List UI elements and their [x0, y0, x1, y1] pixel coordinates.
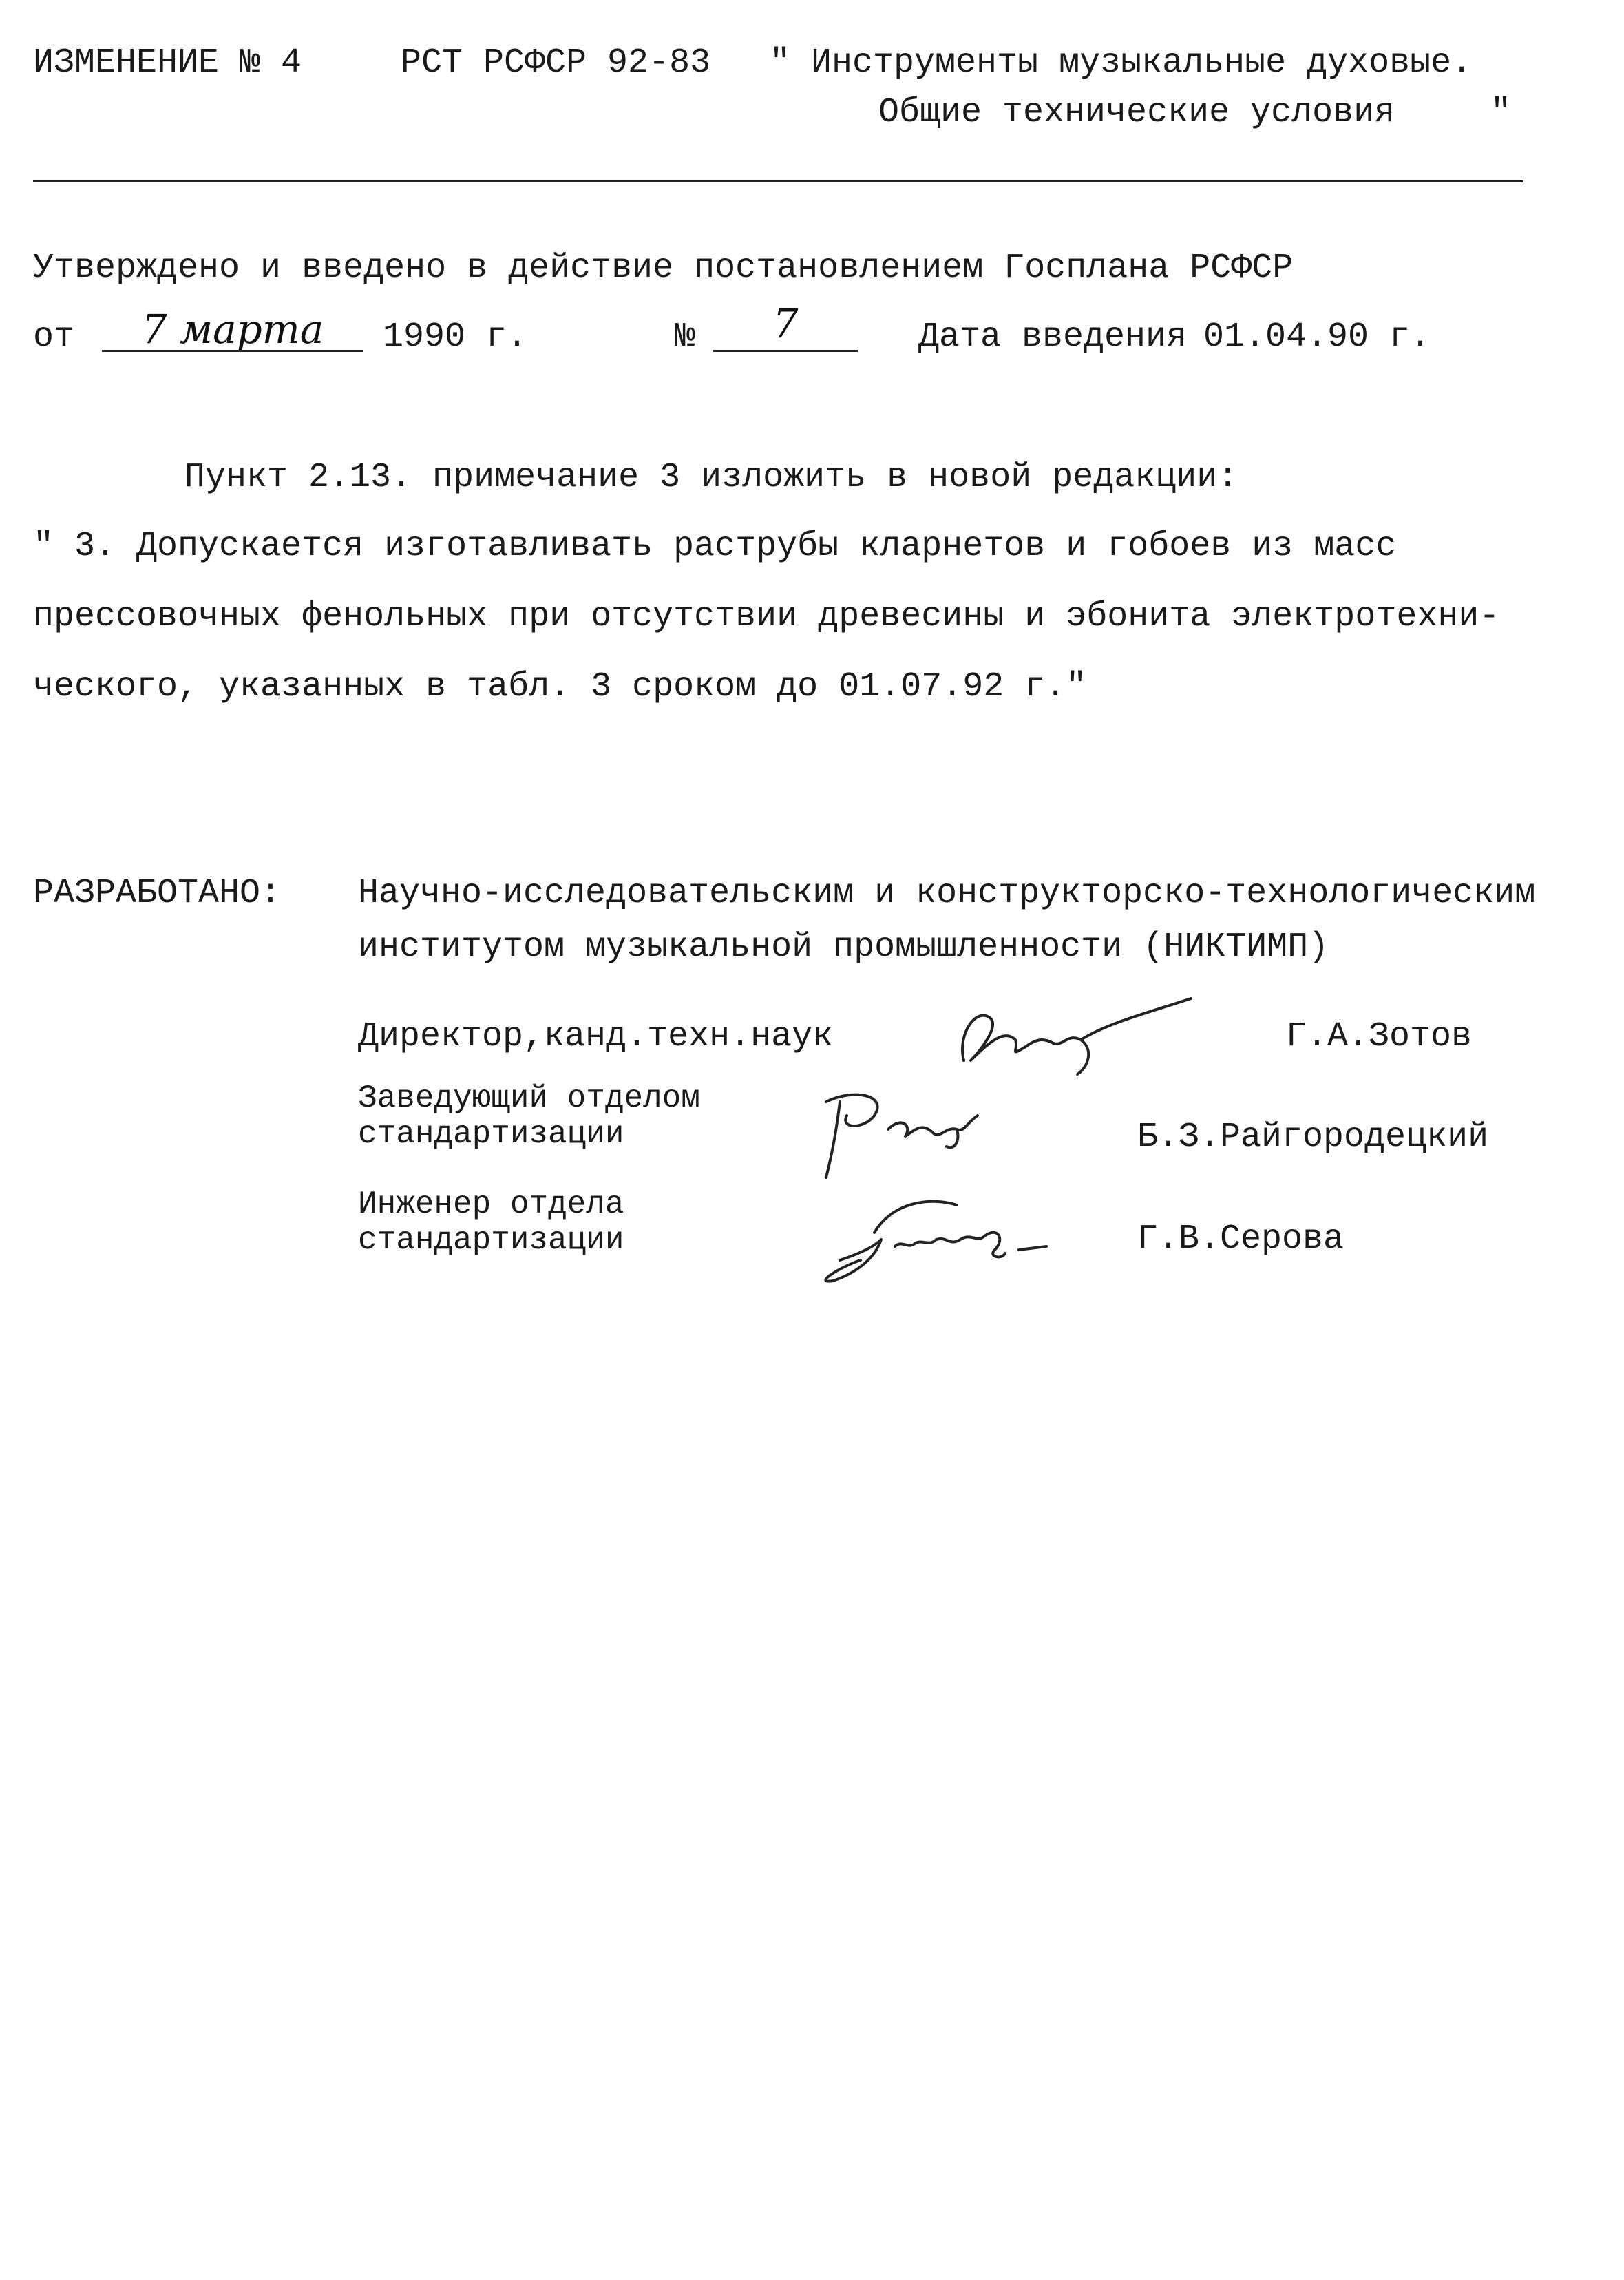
- signature-engineer: [757, 1171, 1088, 1288]
- standard-title-line2: Общие технические условия: [878, 93, 1395, 132]
- intro-date-label: Дата введения: [918, 317, 1188, 357]
- approval-number-handwritten: 7: [772, 300, 799, 347]
- signatory-name: Г.В.Серова: [1137, 1220, 1344, 1259]
- signatory-position: Инженер отдела: [358, 1186, 624, 1222]
- signature-director: [950, 992, 1212, 1088]
- standard-title-close-quote: ": [1490, 93, 1512, 132]
- signature-head-of-department: [785, 1074, 1019, 1184]
- developer-org-line2: институтом музыкальной промышленности (НИКТИМП): [358, 928, 1329, 967]
- approval-date-underline: [102, 350, 363, 352]
- approval-line: Утверждено и введено в действие постановлением Госплана РСФСР: [33, 249, 1294, 288]
- standard-title-line1: " Инструменты музыкальные духовые.: [770, 43, 1473, 83]
- signatory-position-line2: стандартизации: [358, 1222, 624, 1258]
- amendment-text-line2: прессовочных фенольных при отсутствии древесины и эбонита электротехни-: [33, 597, 1500, 636]
- header-divider: [33, 180, 1523, 182]
- amendment-text-line1: " 3. Допускается изготавливать раструбы кларнетов и гобоев из масс: [33, 527, 1397, 566]
- approval-number-underline: [713, 350, 858, 352]
- approval-from-label: от: [33, 317, 75, 357]
- developer-org-line1: Научно-исследовательским и конструкторско-технологическим: [358, 874, 1536, 913]
- signatory-position: Директор,канд.техн.наук: [358, 1017, 834, 1056]
- amendment-intro: Пункт 2.13. примечание 3 изложить в новой редакции:: [184, 458, 1238, 497]
- developed-label: РАЗРАБОТАНО:: [33, 874, 282, 913]
- approval-year: 1990 г.: [383, 317, 528, 357]
- intro-date-value: 01.04.90 г.: [1203, 317, 1431, 357]
- approval-date-handwritten: 7 марта: [141, 306, 324, 353]
- amendment-text-line3: ческого, указанных в табл. 3 сроком до 01.07.92 г.": [33, 667, 1087, 707]
- signatory-name: Г.А.Зотов: [1286, 1017, 1473, 1056]
- standard-code: РСТ РСФСР 92-83: [401, 43, 711, 83]
- signatory-position: Заведующий отделом: [358, 1080, 700, 1116]
- approval-number-label: №: [675, 317, 696, 357]
- change-number: ИЗМЕНЕНИЕ № 4: [33, 43, 302, 83]
- signatory-position-line2: стандартизации: [358, 1116, 624, 1152]
- signatory-name: Б.З.Райгородецкий: [1137, 1118, 1489, 1157]
